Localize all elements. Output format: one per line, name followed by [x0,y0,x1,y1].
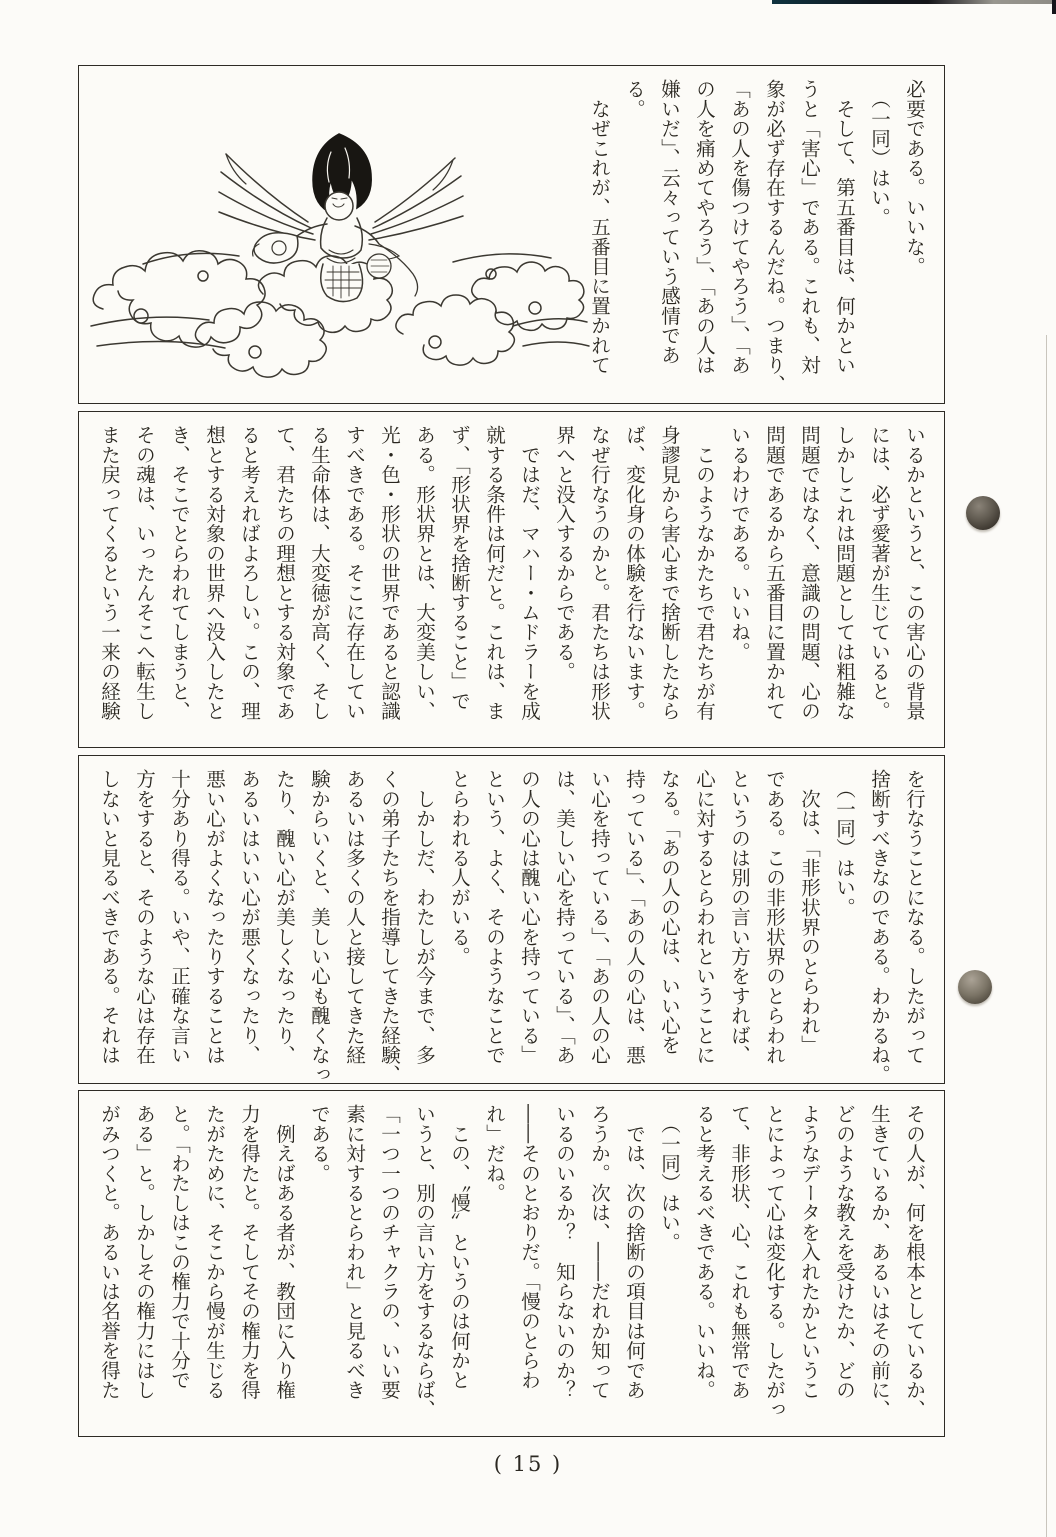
text-column: ある」と。しかしその権力にはし [133,1104,156,1400]
text-column: る生命体は、大変徳が高く、そし [308,425,331,721]
text-column: なぜ行なうのかと。君たちは形状 [588,425,611,721]
vertical-text-block [79,1091,944,1436]
text-column: 界へと没入するからである。 [553,425,576,682]
text-column: うと「害心」である。これも、対 [798,79,821,375]
text-column: このようなかたちで君たちが有 [693,425,716,721]
text-column: の人の心は醜い心を持っている」 [518,769,541,1065]
text-column: 力を得たと。そしてその権力を得 [238,1104,261,1400]
text-column: たり、醜い心が美しくなったり、 [273,769,296,1065]
text-column: ――そのとおりだ。「慢のとらわ [518,1104,541,1390]
text-column: しないと見るべきである。それは [98,769,121,1065]
text-section-1 [78,65,945,404]
text-column: ば、変化身の体験を行ないます。 [623,425,646,721]
text-column: 嫌いだ」、云々っていう感情であ [658,79,681,365]
text-column: い心を持っている」、「あの人の心 [588,769,611,1065]
text-column: 例えばある者が、教団に入り権 [273,1104,296,1400]
text-column: たがために、そこから慢が生じる [203,1104,226,1400]
text-column: ようなデータを入れたかというこ [798,1104,821,1400]
text-column: とによって心は変化する。したがっ [763,1104,786,1420]
text-column: 就する条件は何だと。これは、ま [483,425,506,721]
text-column: 次は、「非形状界のとらわれ」 [798,769,821,1055]
text-column: あるいはいい心が悪くなったり、 [238,769,261,1065]
text-column: ではだ、マハー・ムドラーを成 [518,425,541,721]
text-column: くの弟子たちを指導してきた経験、 [378,769,401,1085]
text-column: いうと、別の言い方をするならば、 [413,1104,436,1420]
text-column: という、よく、そのようなことで [483,769,506,1065]
text-column: しかしこれは問題としては粗雑な [833,425,856,721]
text-column: は、美しい心を持っている」、「あ [553,769,576,1065]
text-column: 素に対するとらわれ」と見るべき [343,1104,366,1400]
text-column: （一同）はい。 [868,79,891,227]
text-column: 身謬見から害心まで捨断したなら [658,425,681,721]
text-column: 悪い心がよくなったりすることは [203,769,226,1065]
text-column: 「一つ一つのチャクラの、いい要 [378,1104,401,1400]
text-column: その人が、何を根本としているか、 [903,1104,926,1420]
page-edge-shadow [1046,335,1047,1537]
winged-deity-illustration [83,94,595,394]
text-column: である。 [308,1104,331,1183]
text-column: では、次の捨断の項目は何であ [623,1104,646,1400]
text-column: あるいは多くの人と接してきた経 [343,769,366,1065]
text-column: ると考えるべきである。いいね。 [693,1104,716,1400]
text-column: を行なうことになる。したがって [903,769,926,1065]
text-column: がみつくと。あるいは名誉を得た [98,1104,121,1400]
text-column: には、必ず愛著が生じていると。 [868,425,891,721]
text-column: また戻ってくるという一来の経験 [98,425,121,721]
text-column: というのは別の言い方をすれば、 [728,769,751,1065]
text-column: れ」だね。 [483,1104,506,1203]
text-section-3 [78,755,945,1084]
text-column: 問題ではなく、意識の問題、心の [798,425,821,721]
text-column: 持っている」、「あの人の心は、悪 [623,769,646,1065]
text-column: しかしだ、わたしが今まで、多 [413,769,436,1065]
text-column: （一同）はい。 [833,769,856,917]
text-column: て、君たちの理想とする対象であ [273,425,296,721]
text-column: （一同）はい。 [658,1104,681,1252]
text-column: すべきである。そこに存在してい [343,425,366,721]
text-column: ある。形状界とは、大変美しい、 [413,425,436,721]
text-column: 心に対するとらわれということに [693,769,716,1065]
text-column: とらわれる人がいる。 [448,769,471,966]
text-column: 「あの人を傷つけてやろう」、「あ [728,79,751,375]
text-column: 問題であるから五番目に置かれて [763,425,786,721]
text-column: き、そこでとらわれてしまうと、 [168,425,191,721]
text-column: なぜこれが、五番目に置かれて [588,79,611,375]
vertical-text-block [79,756,944,1083]
text-column: 想とする対象の世界へ没入したと [203,425,226,721]
text-column: そして、第五番目は、何かとい [833,79,856,375]
text-column: 必要である。いいな。 [903,79,926,276]
text-column: と。「わたしはこの権力で十分で [168,1104,191,1390]
text-section-4 [78,1090,945,1437]
text-column: どのような教えを受けたか、どの [833,1104,856,1400]
text-column: の人を痛めてやろう」、「あの人は [693,79,716,375]
text-column: 光・色・形状の世界であると認識 [378,425,401,721]
text-column: 象が必ず存在するんだね。つまり、 [763,79,786,395]
text-column: 生きているか、あるいはその前に、 [868,1104,891,1420]
text-column: 方をすると、そのような心は存在 [133,769,156,1065]
text-column: 験からいくと、美しい心も醜くなっ [308,769,331,1085]
text-column: ろうか。次は、――だれか知って [588,1104,611,1400]
punch-hole [958,970,992,1004]
text-column: その魂は、いったんそこへ転生し [133,425,156,721]
text-column: いるかというと、この害心の背景 [903,425,926,721]
text-section-2 [78,411,945,748]
text-column: ると考えればよろしい。この、理 [238,425,261,721]
vertical-text-block [576,66,944,403]
text-column: 捨断すべきなのである。わかるね。 [868,769,891,1085]
text-column: この、〝慢〟というのは何かと [448,1104,471,1390]
page-number: ( 15 ) [493,1452,563,1476]
vertical-text-block [79,412,944,747]
text-column: て、非形状、心、これも無常であ [728,1104,751,1400]
text-column: いるわけである。いいね。 [728,425,751,662]
text-column: いるのいるか？ 知らないのか？ [553,1104,576,1400]
text-column: ず、「形状界を捨断すること」で [448,425,471,711]
text-column: である。この非形状界のとらわれ [763,769,786,1065]
scan-artifact-strip [772,0,1056,4]
text-column: 十分あり得る。いや、正確な言い [168,769,191,1065]
punch-hole [966,496,1000,530]
scan-artifact-corner [1052,0,1056,14]
text-column: なる。「あの人の心は、いい心を [658,769,681,1055]
text-column: る。 [623,79,646,119]
